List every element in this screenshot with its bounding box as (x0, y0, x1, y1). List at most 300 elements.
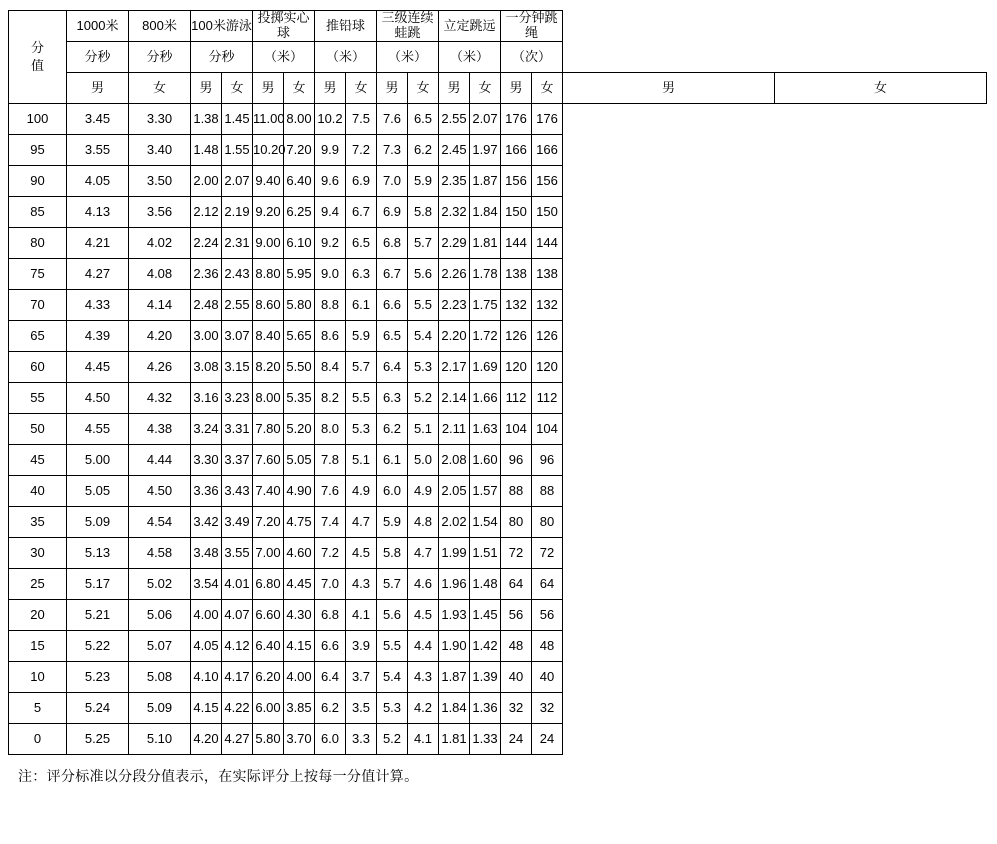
unit-standing-long-jump: （米） (439, 42, 501, 73)
cell-value: 4.90 (284, 476, 315, 507)
cell-value: 4.05 (191, 631, 222, 662)
cell-value: 112 (501, 383, 532, 414)
cell-value: 120 (501, 352, 532, 383)
cell-value: 40 (501, 662, 532, 693)
cell-value: 56 (501, 600, 532, 631)
cell-value: 5.13 (67, 538, 129, 569)
cell-value: 1.48 (191, 135, 222, 166)
gender-cell: 女 (532, 73, 563, 104)
cell-value: 112 (532, 383, 563, 414)
row-score: 10 (9, 662, 67, 693)
cell-value: 6.2 (377, 414, 408, 445)
cell-value: 6.9 (346, 166, 377, 197)
cell-value: 1.54 (470, 507, 501, 538)
cell-value: 5.4 (408, 321, 439, 352)
row-score: 25 (9, 569, 67, 600)
gender-cell: 男 (439, 73, 470, 104)
cell-value: 3.54 (191, 569, 222, 600)
cell-value: 2.35 (439, 166, 470, 197)
cell-value: 4.21 (67, 228, 129, 259)
cell-value: 24 (501, 724, 532, 755)
gender-cell: 女 (222, 73, 253, 104)
cell-value: 1.87 (470, 166, 501, 197)
cell-value: 4.7 (408, 538, 439, 569)
cell-value: 1.63 (470, 414, 501, 445)
table-row (9, 476, 987, 507)
cell-value: 6.6 (315, 631, 346, 662)
cell-value: 64 (532, 569, 563, 600)
table-row (9, 538, 987, 569)
cell-value: 3.5 (346, 693, 377, 724)
table-body (9, 104, 987, 755)
cell-value: 9.2 (315, 228, 346, 259)
cell-value: 11.00 (253, 104, 284, 135)
cell-value: 4.12 (222, 631, 253, 662)
cell-value: 2.31 (222, 228, 253, 259)
cell-value: 3.24 (191, 414, 222, 445)
cell-value: 5.00 (67, 445, 129, 476)
cell-value: 144 (501, 228, 532, 259)
cell-value: 5.25 (67, 724, 129, 755)
table-row (9, 197, 987, 228)
cell-value: 5.05 (67, 476, 129, 507)
row-score: 85 (9, 197, 67, 228)
cell-value: 3.31 (222, 414, 253, 445)
cell-value: 7.3 (377, 135, 408, 166)
table-row (9, 352, 987, 383)
cell-value: 2.29 (439, 228, 470, 259)
cell-value: 4.15 (284, 631, 315, 662)
cell-value: 4.3 (408, 662, 439, 693)
cell-value: 1.57 (470, 476, 501, 507)
cell-value: 2.14 (439, 383, 470, 414)
table-row (9, 662, 987, 693)
cell-value: 9.20 (253, 197, 284, 228)
cell-value: 1.51 (470, 538, 501, 569)
cell-value: 4.9 (346, 476, 377, 507)
cell-value: 6.9 (377, 197, 408, 228)
cell-value: 132 (501, 290, 532, 321)
cell-value: 80 (501, 507, 532, 538)
cell-value: 6.3 (377, 383, 408, 414)
cell-value: 150 (501, 197, 532, 228)
cell-value: 3.37 (222, 445, 253, 476)
cell-value: 2.23 (439, 290, 470, 321)
cell-value: 6.40 (284, 166, 315, 197)
cell-value: 5.21 (67, 600, 129, 631)
cell-value: 4.1 (408, 724, 439, 755)
cell-value: 4.2 (408, 693, 439, 724)
cell-value: 3.9 (346, 631, 377, 662)
cell-value: 1.81 (470, 228, 501, 259)
cell-value: 3.16 (191, 383, 222, 414)
cell-value: 166 (532, 135, 563, 166)
cell-value: 9.40 (253, 166, 284, 197)
cell-value: 5.80 (284, 290, 315, 321)
cell-value: 5.0 (408, 445, 439, 476)
cell-value: 1.55 (222, 135, 253, 166)
cell-value: 80 (532, 507, 563, 538)
score-header-line-2: 值 (30, 58, 44, 73)
event-header-shot-put: 推铅球 (315, 11, 377, 42)
cell-value: 6.8 (377, 228, 408, 259)
cell-value: 4.27 (222, 724, 253, 755)
cell-value: 4.07 (222, 600, 253, 631)
cell-value: 132 (532, 290, 563, 321)
cell-value: 1.33 (470, 724, 501, 755)
cell-value: 7.2 (346, 135, 377, 166)
cell-value: 4.39 (67, 321, 129, 352)
cell-value: 3.42 (191, 507, 222, 538)
cell-value: 4.54 (129, 507, 191, 538)
cell-value: 4.55 (67, 414, 129, 445)
cell-value: 1.78 (470, 259, 501, 290)
cell-value: 9.9 (315, 135, 346, 166)
cell-value: 5.9 (377, 507, 408, 538)
cell-value: 5.06 (129, 600, 191, 631)
cell-value: 3.07 (222, 321, 253, 352)
cell-value: 5.08 (129, 662, 191, 693)
score-header-cell (9, 11, 67, 104)
cell-value: 3.43 (222, 476, 253, 507)
cell-value: 2.08 (439, 445, 470, 476)
cell-value: 4.27 (67, 259, 129, 290)
cell-value: 176 (501, 104, 532, 135)
cell-value: 7.6 (377, 104, 408, 135)
cell-value: 1.87 (439, 662, 470, 693)
cell-value: 1.36 (470, 693, 501, 724)
cell-value: 4.15 (191, 693, 222, 724)
cell-value: 4.8 (408, 507, 439, 538)
table-row (9, 228, 987, 259)
event-header-100m-swim: 100米游泳 (191, 11, 253, 42)
cell-value: 72 (501, 538, 532, 569)
cell-value: 5.7 (377, 569, 408, 600)
cell-value: 126 (501, 321, 532, 352)
cell-value: 4.45 (284, 569, 315, 600)
event-header-1000m: 1000米 (67, 11, 129, 42)
cell-value: 4.14 (129, 290, 191, 321)
cell-value: 5.6 (408, 259, 439, 290)
cell-value: 6.7 (377, 259, 408, 290)
gender-cell: 女 (284, 73, 315, 104)
cell-value: 1.48 (470, 569, 501, 600)
cell-value: 2.48 (191, 290, 222, 321)
cell-value: 2.02 (439, 507, 470, 538)
cell-value: 3.15 (222, 352, 253, 383)
cell-value: 2.55 (439, 104, 470, 135)
unit-shot-put: （米） (315, 42, 377, 73)
cell-value: 8.40 (253, 321, 284, 352)
cell-value: 2.07 (470, 104, 501, 135)
event-header-triple-frog-jump: 三级连续蛙跳 (377, 11, 439, 42)
cell-value: 4.26 (129, 352, 191, 383)
cell-value: 6.8 (315, 600, 346, 631)
cell-value: 8.00 (253, 383, 284, 414)
gender-cell: 男 (377, 73, 408, 104)
cell-value: 1.93 (439, 600, 470, 631)
cell-value: 4.32 (129, 383, 191, 414)
cell-value: 5.1 (346, 445, 377, 476)
table-row (9, 507, 987, 538)
cell-value: 7.6 (315, 476, 346, 507)
cell-value: 8.60 (253, 290, 284, 321)
table-row (9, 724, 987, 755)
cell-value: 4.30 (284, 600, 315, 631)
cell-value: 5.05 (284, 445, 315, 476)
cell-value: 4.9 (408, 476, 439, 507)
cell-value: 3.56 (129, 197, 191, 228)
cell-value: 5.02 (129, 569, 191, 600)
cell-value: 8.2 (315, 383, 346, 414)
cell-value: 3.3 (346, 724, 377, 755)
cell-value: 8.00 (284, 104, 315, 135)
cell-value: 6.0 (315, 724, 346, 755)
cell-value: 4.60 (284, 538, 315, 569)
cell-value: 4.01 (222, 569, 253, 600)
cell-value: 1.45 (470, 600, 501, 631)
cell-value: 6.2 (408, 135, 439, 166)
cell-value: 2.24 (191, 228, 222, 259)
unit-one-minute-rope: （次） (501, 42, 563, 73)
cell-value: 5.2 (408, 383, 439, 414)
cell-value: 3.48 (191, 538, 222, 569)
cell-value: 10.20 (253, 135, 284, 166)
row-score: 45 (9, 445, 67, 476)
cell-value: 96 (501, 445, 532, 476)
cell-value: 7.2 (315, 538, 346, 569)
cell-value: 9.4 (315, 197, 346, 228)
header-row-event-names (9, 11, 987, 42)
cell-value: 1.81 (439, 724, 470, 755)
cell-value: 156 (501, 166, 532, 197)
cell-value: 2.32 (439, 197, 470, 228)
cell-value: 6.60 (253, 600, 284, 631)
cell-value: 3.7 (346, 662, 377, 693)
event-header-standing-long-jump: 立定跳远 (439, 11, 501, 42)
cell-value: 4.5 (408, 600, 439, 631)
cell-value: 5.9 (408, 166, 439, 197)
cell-value: 56 (532, 600, 563, 631)
table-row (9, 600, 987, 631)
cell-value: 150 (532, 197, 563, 228)
cell-value: 6.5 (346, 228, 377, 259)
table-row (9, 321, 987, 352)
cell-value: 7.60 (253, 445, 284, 476)
row-score: 15 (9, 631, 67, 662)
unit-triple-frog-jump: （米） (377, 42, 439, 73)
cell-value: 5.8 (408, 197, 439, 228)
cell-value: 5.09 (129, 693, 191, 724)
cell-value: 4.6 (408, 569, 439, 600)
cell-value: 4.13 (67, 197, 129, 228)
cell-value: 3.00 (191, 321, 222, 352)
cell-value: 5.5 (346, 383, 377, 414)
cell-value: 5.09 (67, 507, 129, 538)
cell-value: 4.45 (67, 352, 129, 383)
cell-value: 104 (501, 414, 532, 445)
cell-value: 2.19 (222, 197, 253, 228)
cell-value: 5.4 (377, 662, 408, 693)
cell-value: 6.4 (315, 662, 346, 693)
unit-100m-swim: 分秒 (191, 42, 253, 73)
table-row (9, 104, 987, 135)
row-score: 30 (9, 538, 67, 569)
row-score: 60 (9, 352, 67, 383)
cell-value: 1.66 (470, 383, 501, 414)
cell-value: 1.60 (470, 445, 501, 476)
cell-value: 6.25 (284, 197, 315, 228)
cell-value: 40 (532, 662, 563, 693)
cell-value: 8.0 (315, 414, 346, 445)
gender-cell: 男 (191, 73, 222, 104)
table-row (9, 259, 987, 290)
event-header-800m: 800米 (129, 11, 191, 42)
cell-value: 5.50 (284, 352, 315, 383)
cell-value: 2.45 (439, 135, 470, 166)
cell-value: 32 (532, 693, 563, 724)
cell-value: 3.49 (222, 507, 253, 538)
cell-value: 5.2 (377, 724, 408, 755)
cell-value: 5.7 (408, 228, 439, 259)
cell-value: 5.95 (284, 259, 315, 290)
cell-value: 4.10 (191, 662, 222, 693)
cell-value: 8.80 (253, 259, 284, 290)
gender-cell: 女 (346, 73, 377, 104)
cell-value: 7.40 (253, 476, 284, 507)
cell-value: 5.17 (67, 569, 129, 600)
cell-value: 7.00 (253, 538, 284, 569)
gender-cell: 男 (563, 73, 775, 104)
cell-value: 120 (532, 352, 563, 383)
unit-1000m: 分秒 (67, 42, 129, 73)
cell-value: 88 (532, 476, 563, 507)
cell-value: 3.55 (67, 135, 129, 166)
cell-value: 104 (532, 414, 563, 445)
gender-cell: 女 (470, 73, 501, 104)
cell-value: 6.00 (253, 693, 284, 724)
cell-value: 1.97 (470, 135, 501, 166)
cell-value: 1.84 (470, 197, 501, 228)
table-row (9, 414, 987, 445)
row-score: 65 (9, 321, 67, 352)
cell-value: 4.75 (284, 507, 315, 538)
cell-value: 9.0 (315, 259, 346, 290)
cell-value: 4.08 (129, 259, 191, 290)
gender-cell: 男 (253, 73, 284, 104)
cell-value: 1.38 (191, 104, 222, 135)
cell-value: 9.6 (315, 166, 346, 197)
cell-value: 4.38 (129, 414, 191, 445)
table-row (9, 693, 987, 724)
cell-value: 2.43 (222, 259, 253, 290)
cell-value: 3.30 (129, 104, 191, 135)
table-row (9, 631, 987, 662)
table-row (9, 383, 987, 414)
cell-value: 4.58 (129, 538, 191, 569)
cell-value: 6.20 (253, 662, 284, 693)
row-score: 95 (9, 135, 67, 166)
cell-value: 6.5 (377, 321, 408, 352)
cell-value: 7.8 (315, 445, 346, 476)
cell-value: 4.20 (191, 724, 222, 755)
cell-value: 5.8 (377, 538, 408, 569)
cell-value: 3.40 (129, 135, 191, 166)
table-row (9, 445, 987, 476)
cell-value: 4.33 (67, 290, 129, 321)
cell-value: 4.1 (346, 600, 377, 631)
cell-value: 5.10 (129, 724, 191, 755)
cell-value: 6.7 (346, 197, 377, 228)
event-header-one-minute-rope: 一分钟跳绳 (501, 11, 563, 42)
cell-value: 6.5 (408, 104, 439, 135)
cell-value: 1.72 (470, 321, 501, 352)
cell-value: 1.45 (222, 104, 253, 135)
cell-value: 2.11 (439, 414, 470, 445)
cell-value: 3.36 (191, 476, 222, 507)
cell-value: 7.20 (253, 507, 284, 538)
cell-value: 5.5 (408, 290, 439, 321)
cell-value: 2.20 (439, 321, 470, 352)
cell-value: 5.3 (377, 693, 408, 724)
cell-value: 138 (532, 259, 563, 290)
row-score: 0 (9, 724, 67, 755)
row-score: 20 (9, 600, 67, 631)
cell-value: 4.7 (346, 507, 377, 538)
gender-cell: 女 (775, 73, 987, 104)
cell-value: 7.0 (315, 569, 346, 600)
cell-value: 3.85 (284, 693, 315, 724)
cell-value: 1.84 (439, 693, 470, 724)
row-score: 50 (9, 414, 67, 445)
cell-value: 3.55 (222, 538, 253, 569)
cell-value: 4.22 (222, 693, 253, 724)
header-row-gender (9, 73, 987, 104)
cell-value: 4.50 (67, 383, 129, 414)
row-score: 5 (9, 693, 67, 724)
cell-value: 8.6 (315, 321, 346, 352)
table-row (9, 135, 987, 166)
cell-value: 4.44 (129, 445, 191, 476)
cell-value: 88 (501, 476, 532, 507)
cell-value: 24 (532, 724, 563, 755)
cell-value: 5.65 (284, 321, 315, 352)
cell-value: 3.70 (284, 724, 315, 755)
cell-value: 2.12 (191, 197, 222, 228)
event-header-medicine-ball: 投掷实心球 (253, 11, 315, 42)
cell-value: 6.10 (284, 228, 315, 259)
cell-value: 5.5 (377, 631, 408, 662)
row-score: 90 (9, 166, 67, 197)
row-score: 40 (9, 476, 67, 507)
cell-value: 7.20 (284, 135, 315, 166)
cell-value: 1.75 (470, 290, 501, 321)
cell-value: 5.22 (67, 631, 129, 662)
cell-value: 4.00 (191, 600, 222, 631)
cell-value: 2.07 (222, 166, 253, 197)
row-score: 35 (9, 507, 67, 538)
cell-value: 3.08 (191, 352, 222, 383)
cell-value: 3.30 (191, 445, 222, 476)
header-row-units (9, 42, 987, 73)
cell-value: 1.69 (470, 352, 501, 383)
cell-value: 4.4 (408, 631, 439, 662)
cell-value: 6.40 (253, 631, 284, 662)
cell-value: 3.45 (67, 104, 129, 135)
cell-value: 48 (532, 631, 563, 662)
cell-value: 6.3 (346, 259, 377, 290)
cell-value: 8.4 (315, 352, 346, 383)
